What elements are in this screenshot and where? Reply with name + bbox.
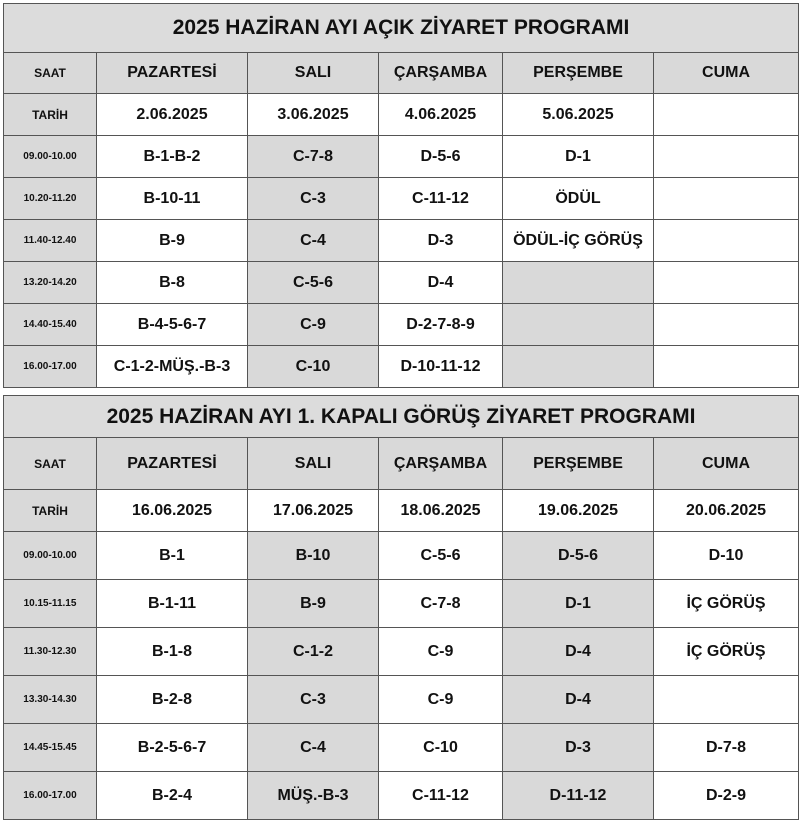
table-row <box>4 346 799 388</box>
schedule-cell: D-2-7-8-9 <box>379 304 503 346</box>
schedule-cell <box>654 676 799 724</box>
schedule-cell: MÜŞ.-B-3 <box>248 772 379 820</box>
schedule-cell: D-4 <box>503 628 654 676</box>
header-row <box>4 53 799 94</box>
schedule-cell: İÇ GÖRÜŞ <box>654 628 799 676</box>
closed-visit-schedule-table <box>3 395 799 820</box>
date-cell: 18.06.2025 <box>379 490 503 532</box>
schedule-cell: İÇ GÖRÜŞ <box>654 580 799 628</box>
table-row <box>4 676 799 724</box>
schedule-cell <box>654 178 799 220</box>
table-row <box>4 136 799 178</box>
time-slot: 14.45-15.45 <box>4 724 97 772</box>
time-slot: 11.30-12.30 <box>4 628 97 676</box>
schedule-cell: B-2-5-6-7 <box>97 724 248 772</box>
header-persembe: PERŞEMBE <box>503 53 654 94</box>
schedule-cell: C-1-2 <box>248 628 379 676</box>
schedule-cell: C-9 <box>248 304 379 346</box>
time-slot: 10.20-11.20 <box>4 178 97 220</box>
schedule-cell: B-10 <box>248 532 379 580</box>
schedule-cell: D-10 <box>654 532 799 580</box>
date-cell: 3.06.2025 <box>248 94 379 136</box>
schedule-cell: C-9 <box>379 676 503 724</box>
header-sali: SALI <box>248 438 379 490</box>
header-cuma: CUMA <box>654 438 799 490</box>
schedule-cell: B-2-4 <box>97 772 248 820</box>
schedule-cell: B-1-8 <box>97 628 248 676</box>
schedule-cell: C-7-8 <box>248 136 379 178</box>
schedule-cell: D-3 <box>379 220 503 262</box>
time-slot: 09.00-10.00 <box>4 532 97 580</box>
schedule-cell: B-10-11 <box>97 178 248 220</box>
schedule-cell: D-4 <box>379 262 503 304</box>
header-carsamba: ÇARŞAMBA <box>379 53 503 94</box>
schedule-cell <box>654 262 799 304</box>
open-visit-schedule-table <box>3 3 799 388</box>
schedule-cell <box>654 346 799 388</box>
schedule-cell <box>654 304 799 346</box>
date-cell: 19.06.2025 <box>503 490 654 532</box>
schedule-cell <box>503 346 654 388</box>
header-sali: SALI <box>248 53 379 94</box>
schedule-cell: D-10-11-12 <box>379 346 503 388</box>
schedule-cell: C-11-12 <box>379 178 503 220</box>
date-cell: 20.06.2025 <box>654 490 799 532</box>
schedule-cell: C-1-2-MÜŞ.-B-3 <box>97 346 248 388</box>
date-cell: 2.06.2025 <box>97 94 248 136</box>
time-slot: 10.15-11.15 <box>4 580 97 628</box>
schedule-cell: D-5-6 <box>379 136 503 178</box>
table-title: 2025 HAZİRAN AYI AÇIK ZİYARET PROGRAMI <box>4 4 799 53</box>
date-row <box>4 490 799 532</box>
schedule-cell: B-8 <box>97 262 248 304</box>
schedule-cell: D-1 <box>503 136 654 178</box>
schedule-cell: D-3 <box>503 724 654 772</box>
schedule-cell: D-4 <box>503 676 654 724</box>
header-persembe: PERŞEMBE <box>503 438 654 490</box>
schedule-cell: D-11-12 <box>503 772 654 820</box>
schedule-cell: C-7-8 <box>379 580 503 628</box>
table-row <box>4 304 799 346</box>
schedule-cell: C-10 <box>248 346 379 388</box>
header-row <box>4 438 799 490</box>
schedule-cell: C-4 <box>248 724 379 772</box>
schedule-cell: B-9 <box>97 220 248 262</box>
schedule-cell: C-3 <box>248 676 379 724</box>
schedule-cell <box>654 136 799 178</box>
date-label: TARİH <box>4 94 97 136</box>
table-row <box>4 262 799 304</box>
table-title: 2025 HAZİRAN AYI 1. KAPALI GÖRÜŞ ZİYARET PROGRAMI <box>4 396 799 438</box>
schedule-cell: D-7-8 <box>654 724 799 772</box>
schedule-cell: D-1 <box>503 580 654 628</box>
time-slot: 09.00-10.00 <box>4 136 97 178</box>
date-label: TARİH <box>4 490 97 532</box>
schedule-cell: C-3 <box>248 178 379 220</box>
schedule-cell: B-1 <box>97 532 248 580</box>
table-row <box>4 628 799 676</box>
header-carsamba: ÇARŞAMBA <box>379 438 503 490</box>
header-saat: SAAT <box>4 53 97 94</box>
table-row <box>4 724 799 772</box>
schedule-cell: C-4 <box>248 220 379 262</box>
time-slot: 13.20-14.20 <box>4 262 97 304</box>
date-row <box>4 94 799 136</box>
table-row <box>4 532 799 580</box>
schedule-cell <box>503 304 654 346</box>
date-cell: 16.06.2025 <box>97 490 248 532</box>
schedule-cell: C-11-12 <box>379 772 503 820</box>
table-title-row <box>4 396 799 438</box>
schedule-cell <box>654 220 799 262</box>
time-slot: 14.40-15.40 <box>4 304 97 346</box>
schedule-cell: C-5-6 <box>379 532 503 580</box>
schedule-cell: B-1-B-2 <box>97 136 248 178</box>
table-row <box>4 220 799 262</box>
schedule-cell <box>503 262 654 304</box>
table-row <box>4 580 799 628</box>
date-cell: 5.06.2025 <box>503 94 654 136</box>
header-cuma: CUMA <box>654 53 799 94</box>
schedule-cell: C-9 <box>379 628 503 676</box>
schedule-cell: D-5-6 <box>503 532 654 580</box>
schedule-cell: ÖDÜL-İÇ GÖRÜŞ <box>503 220 654 262</box>
date-cell: 4.06.2025 <box>379 94 503 136</box>
schedule-cell: C-5-6 <box>248 262 379 304</box>
date-cell: 17.06.2025 <box>248 490 379 532</box>
time-slot: 16.00-17.00 <box>4 346 97 388</box>
time-slot: 13.30-14.30 <box>4 676 97 724</box>
table-title-row <box>4 4 799 53</box>
date-cell <box>654 94 799 136</box>
header-pazartesi: PAZARTESİ <box>97 53 248 94</box>
schedule-cell: B-2-8 <box>97 676 248 724</box>
schedule-cell: B-4-5-6-7 <box>97 304 248 346</box>
header-saat: SAAT <box>4 438 97 490</box>
header-pazartesi: PAZARTESİ <box>97 438 248 490</box>
schedule-cell: D-2-9 <box>654 772 799 820</box>
schedule-cell: B-1-11 <box>97 580 248 628</box>
table-row <box>4 178 799 220</box>
schedule-cell: ÖDÜL <box>503 178 654 220</box>
table-row <box>4 772 799 820</box>
time-slot: 11.40-12.40 <box>4 220 97 262</box>
time-slot: 16.00-17.00 <box>4 772 97 820</box>
schedule-cell: C-10 <box>379 724 503 772</box>
schedule-cell: B-9 <box>248 580 379 628</box>
